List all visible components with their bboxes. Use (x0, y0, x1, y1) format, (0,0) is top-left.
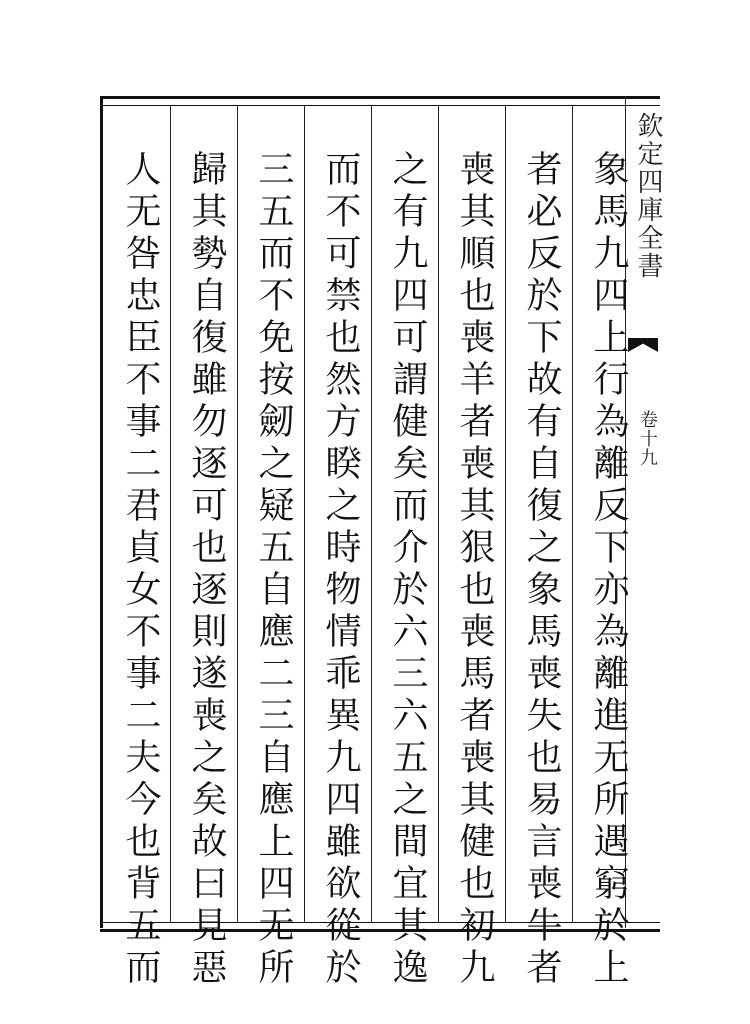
column-divider (237, 106, 238, 922)
text-column-6: 三五而不免按劒之疑五自應二三自應上四无所 (253, 150, 294, 990)
column-divider (572, 106, 573, 922)
frame-bottom-border (100, 922, 660, 932)
text-column-2: 者必反於下故有自復之象馬喪失也易言喪牛者 (521, 150, 562, 990)
frame-left-border (100, 96, 103, 928)
text-column-4: 之有九四可謂健矣而介於六三六五之間宜其逸 (387, 150, 428, 990)
juan-label: 卷十九 (637, 410, 658, 467)
column-divider (505, 106, 506, 922)
book-title: 欽定四庫全書 (633, 112, 663, 280)
text-column-1: 象馬九四上行為離反下亦為離進无所遇窮於上 (588, 150, 629, 990)
text-column-7: 歸其勢自復雖勿逐可也逐則遂喪之矣故曰見惡 (186, 150, 227, 990)
column-divider (304, 106, 305, 922)
column-divider (371, 106, 372, 922)
text-column-3: 喪其順也喪羊者喪其狠也喪馬者喪其健也初九 (454, 150, 495, 990)
column-divider (438, 106, 439, 922)
column-divider (170, 106, 171, 922)
frame-top-border (100, 96, 660, 106)
text-column-5: 而不可禁也然方睽之時物情乖異九四雖欲從於 (320, 150, 361, 990)
text-column-8: 人无咎忠臣不事二君貞女不事二夫今也背五而 (120, 150, 161, 990)
